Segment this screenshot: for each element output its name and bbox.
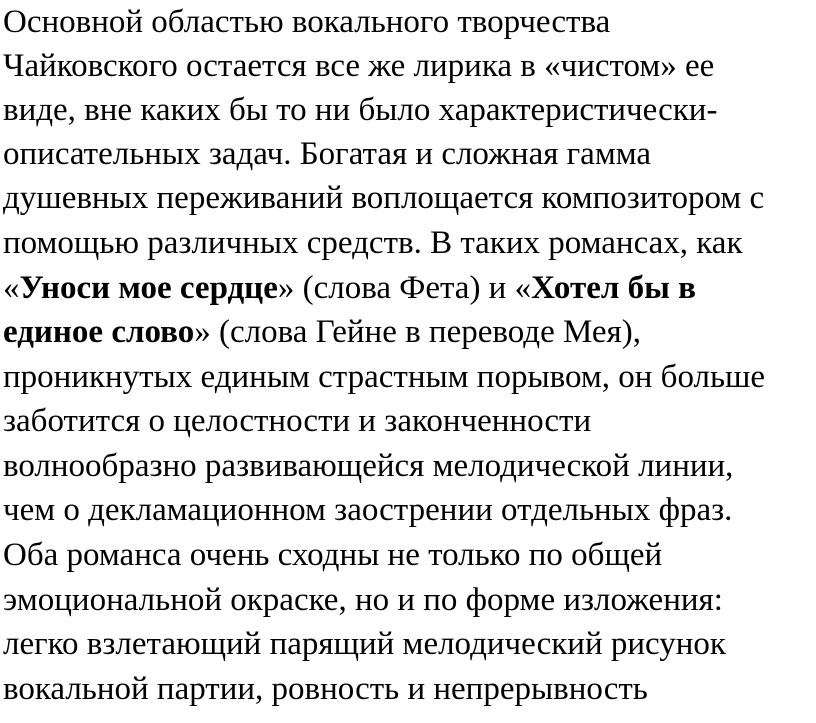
text-line-16: вокальной партии, ровность и непрерывность	[3, 671, 648, 707]
text-line-6: помощью различных средств. В таких романсах, как	[3, 225, 743, 261]
romance-title-2-part-2: единое слово	[3, 314, 195, 350]
text-fragment: » (слова Гейне в переводе Мея),	[194, 314, 641, 350]
text-fragment: » (слова Фета) и «	[277, 270, 532, 306]
text-line-11: волнообразно развивающейся мелодической линии,	[3, 448, 734, 484]
text-line-1: Основной областью вокального творчества	[3, 4, 611, 40]
text-line-14: эмоциональной окраске, но и по форме изложения:	[3, 582, 723, 618]
text-line-4: описательных задач. Богатая и сложная гамма	[3, 136, 652, 172]
romance-title-1: Уноси мое сердце	[19, 270, 278, 306]
text-line-7	[3, 268, 696, 308]
text-line-3: виде, вне каких бы то ни было характеристически-	[3, 92, 718, 128]
text-line-9: проникнутых единым страстным порывом, он больше	[3, 359, 766, 395]
text-line-2: Чайковского остается все же лирика в «чистом» ее	[3, 48, 715, 84]
text-line-8	[3, 312, 641, 352]
text-line-10: заботится о целостности и законченности	[3, 403, 592, 439]
text-line-5: душевных переживаний воплощается композитором с	[3, 180, 765, 216]
text-line-12: чем о декламационном заострении отдельных фраз.	[3, 492, 733, 528]
romance-title-2-part-1: Хотел бы в	[531, 270, 696, 306]
text-line-13: Оба романса очень сходны не только по общей	[3, 537, 663, 573]
text-line-15: легко взлетающий парящий мелодический рисунок	[3, 626, 726, 662]
quote-open: «	[3, 270, 20, 306]
